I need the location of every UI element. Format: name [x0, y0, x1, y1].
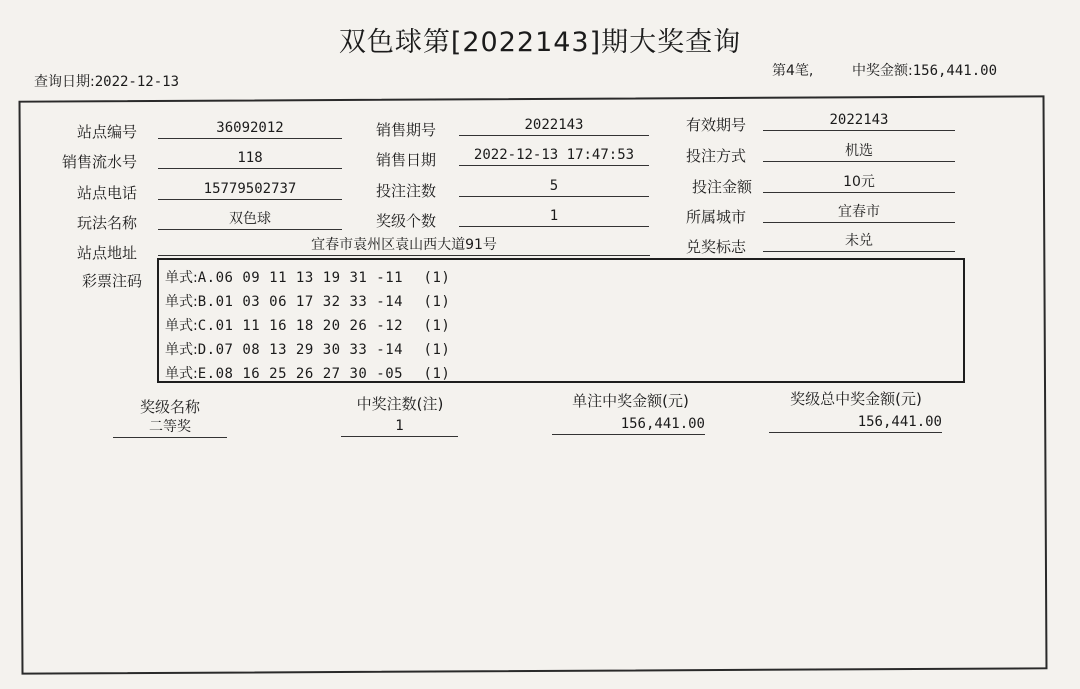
query-date: [34, 71, 179, 91]
pick-prefix: 单式:: [165, 342, 198, 358]
pick-line: [165, 363, 450, 383]
pick-multiplier: (1): [423, 318, 451, 334]
prize-table-header-total: 奖级总中奖金额(元): [790, 390, 922, 408]
pick-line: [165, 315, 450, 335]
ticket-count: 第4笔,: [772, 63, 814, 79]
pick-line: [165, 339, 450, 359]
pick-code: A.06 09 11 13 19 31 -11: [197, 270, 404, 286]
pick-multiplier: (1): [423, 342, 451, 358]
picks-label: 彩票注码: [82, 272, 143, 290]
prize-amount-label: 中奖金额:: [852, 63, 913, 79]
city-label: 所属城市: [686, 208, 747, 226]
prize-levels-value: 1: [459, 206, 649, 227]
prize-row-count: 1: [341, 416, 458, 437]
pick-prefix: 单式:: [165, 270, 198, 286]
prize-table-header-count: 中奖注数(注): [356, 395, 444, 413]
redeem-flag-label: 兑奖标志: [686, 238, 747, 256]
valid-issue-label: 有效期号: [686, 116, 747, 134]
sale-issue-value: 2022143: [459, 115, 649, 136]
picks-box: [157, 258, 965, 383]
station-phone-label: 站点电话: [77, 184, 138, 202]
pick-code: B.01 03 06 17 32 33 -14: [197, 294, 404, 310]
bet-amount-value: 10元: [763, 172, 955, 193]
pick-multiplier: (1): [423, 270, 451, 286]
serial-no-value: 118: [158, 148, 342, 169]
station-phone-value: 15779502737: [158, 179, 342, 200]
station-address-value: 宜春市袁州区袁山西大道91号: [158, 235, 650, 256]
station-address-label: 站点地址: [77, 244, 138, 262]
bet-method-value: 机选: [763, 141, 955, 162]
bet-count-label: 投注注数: [376, 182, 437, 200]
station-no-value: 36092012: [158, 118, 342, 139]
pick-code: C.01 11 16 18 20 26 -12: [197, 318, 404, 334]
pick-prefix: 单式:: [165, 318, 198, 334]
sale-issue-label: 销售期号: [376, 121, 437, 139]
query-date-label: 查询日期:: [34, 74, 95, 90]
bet-count-value: 5: [459, 176, 649, 197]
prize-amount: [852, 60, 997, 80]
city-value: 宜春市: [763, 202, 955, 223]
game-name-label: 玩法名称: [77, 214, 138, 232]
pick-multiplier: (1): [423, 294, 451, 310]
bet-method-label: 投注方式: [686, 147, 747, 165]
prize-table-header-level: 奖级名称: [139, 398, 200, 416]
prize-table-header-single: 单注中奖金额(元): [572, 392, 689, 410]
valid-issue-value: 2022143: [763, 110, 955, 131]
redeem-flag-value: 未兑: [763, 231, 955, 252]
prize-levels-label: 奖级个数: [376, 212, 437, 230]
prize-row-total-amount: 156,441.00: [769, 412, 942, 433]
sale-date-value: 2022-12-13 17:47:53: [459, 145, 649, 166]
query-date-value: 2022-12-13: [94, 74, 180, 90]
prize-row-level: 二等奖: [113, 417, 227, 438]
pick-prefix: 单式:: [165, 294, 198, 310]
bet-amount-label: 投注金额: [692, 178, 753, 196]
pick-multiplier: (1): [423, 366, 451, 382]
pick-line: [165, 291, 450, 311]
page-title: 双色球第[2022143]期大奖查询: [338, 27, 742, 58]
prize-amount-value: 156,441.00: [912, 63, 998, 79]
serial-no-label: 销售流水号: [62, 153, 138, 171]
prize-row-single-amount: 156,441.00: [552, 414, 705, 435]
pick-code: E.08 16 25 26 27 30 -05: [197, 366, 404, 382]
station-no-label: 站点编号: [77, 123, 138, 141]
pick-code: D.07 08 13 29 30 33 -14: [197, 342, 404, 358]
pick-line: [165, 267, 450, 287]
game-name-value: 双色球: [158, 209, 342, 230]
sale-date-label: 销售日期: [376, 151, 437, 169]
pick-prefix: 单式:: [165, 366, 198, 382]
